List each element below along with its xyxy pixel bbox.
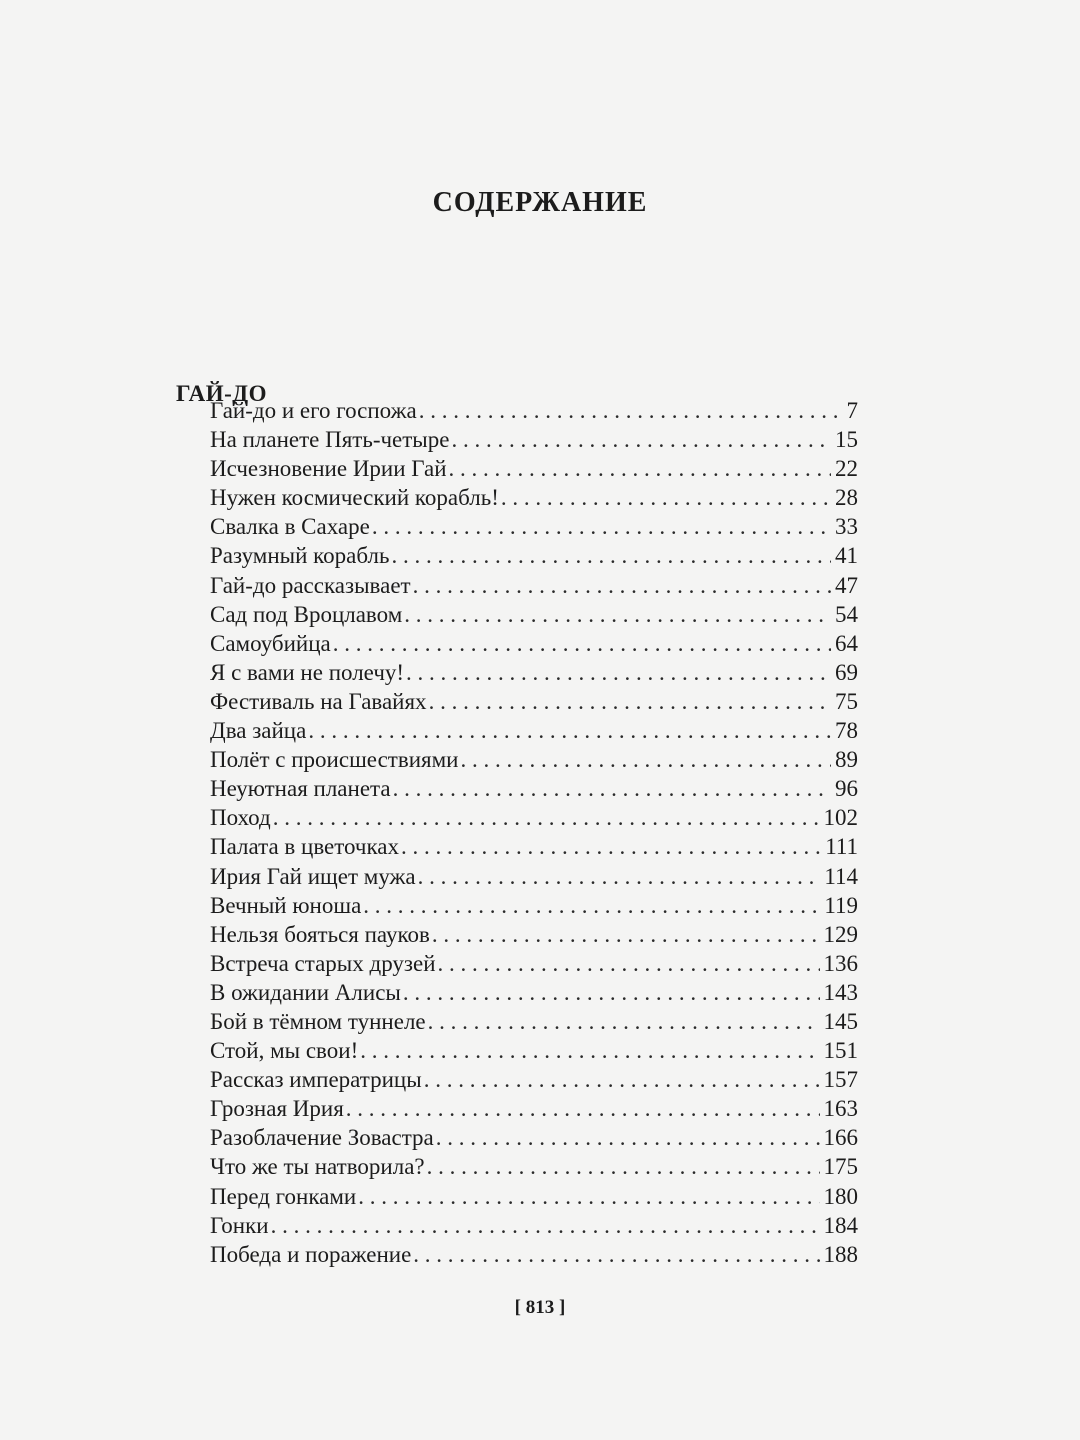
toc-entry bbox=[210, 1036, 858, 1065]
toc-entry-page: 75 bbox=[835, 688, 858, 714]
dot-leader bbox=[401, 832, 821, 861]
toc-entry-title: Грозная Ирия bbox=[210, 1096, 344, 1122]
toc-entry-page: 54 bbox=[835, 601, 858, 627]
toc-entry-title: Перед гонками bbox=[210, 1183, 357, 1209]
dot-leader bbox=[372, 512, 831, 541]
toc-entry bbox=[210, 600, 858, 629]
toc-entry-title: Рассказ императрицы bbox=[210, 1067, 422, 1093]
dot-leader bbox=[308, 716, 831, 745]
dot-leader bbox=[429, 687, 831, 716]
toc-entry-title: Полёт с происшествиями bbox=[210, 747, 459, 773]
toc-entry bbox=[210, 745, 858, 774]
toc-entry-title: Поход bbox=[210, 805, 271, 831]
toc-entry-title: Что же ты натворила? bbox=[210, 1154, 425, 1180]
toc-entry-page: 47 bbox=[835, 572, 858, 598]
toc-entry-title: В ожидании Алисы bbox=[210, 979, 401, 1005]
dot-leader bbox=[392, 541, 832, 570]
toc-entry-title: Разумный корабль bbox=[210, 543, 390, 569]
dot-leader bbox=[413, 1240, 819, 1269]
toc-entry-page: 33 bbox=[835, 514, 858, 540]
dot-leader bbox=[363, 891, 820, 920]
dot-leader bbox=[403, 978, 820, 1007]
toc-entry bbox=[210, 658, 858, 687]
toc-entry bbox=[210, 454, 858, 483]
toc-entry bbox=[210, 687, 858, 716]
toc-entry-page: 114 bbox=[824, 863, 858, 889]
dot-leader bbox=[271, 1211, 820, 1240]
toc-entry-page: 7 bbox=[846, 398, 858, 423]
table-of-contents bbox=[210, 396, 858, 1269]
toc-entry-title: Неуютная планета bbox=[210, 776, 391, 802]
toc-entry-page: 163 bbox=[823, 1096, 858, 1122]
toc-entry-page: 96 bbox=[835, 776, 858, 802]
toc-entry bbox=[210, 1182, 858, 1211]
toc-entry bbox=[210, 396, 858, 425]
dot-leader bbox=[346, 1094, 820, 1123]
dot-leader bbox=[418, 862, 821, 891]
toc-entry bbox=[210, 425, 858, 454]
toc-entry-title: Я с вами не полечу! bbox=[210, 659, 405, 685]
toc-entry bbox=[210, 1007, 858, 1036]
toc-entry-title: Победа и поражение bbox=[210, 1241, 412, 1267]
toc-entry-page: 89 bbox=[835, 747, 858, 773]
dot-leader bbox=[428, 1007, 820, 1036]
toc-entry bbox=[210, 1240, 858, 1269]
toc-entry-title: Два зайца bbox=[210, 718, 307, 744]
toc-entry-page: 151 bbox=[823, 1038, 858, 1064]
toc-entry-title: Гонки bbox=[210, 1212, 269, 1238]
toc-entry bbox=[210, 571, 858, 600]
toc-entry bbox=[210, 1094, 858, 1123]
toc-entry bbox=[210, 949, 858, 978]
toc-entry bbox=[210, 1152, 858, 1181]
toc-entry-page: 69 bbox=[835, 659, 858, 685]
dot-leader bbox=[501, 483, 831, 512]
toc-entry-page: 143 bbox=[823, 979, 858, 1005]
toc-entry-title: Нельзя бояться пауков bbox=[210, 921, 430, 947]
toc-entry-page: 111 bbox=[825, 834, 858, 860]
dot-leader bbox=[432, 920, 820, 949]
dot-leader bbox=[360, 1036, 819, 1065]
toc-entry-title: Бой в тёмном туннеле bbox=[210, 1008, 426, 1034]
toc-entry bbox=[210, 891, 858, 920]
toc-entry-title: Ирия Гай ищет мужа bbox=[210, 863, 416, 889]
toc-entry bbox=[210, 774, 858, 803]
page-number: [ 813 ] bbox=[514, 1297, 566, 1318]
dot-leader bbox=[449, 454, 831, 483]
dot-leader bbox=[460, 745, 831, 774]
toc-entry bbox=[210, 541, 858, 570]
dot-leader bbox=[273, 803, 820, 832]
toc-entry bbox=[210, 629, 858, 658]
toc-entry-page: 129 bbox=[823, 921, 858, 947]
dot-leader bbox=[427, 1152, 820, 1181]
dot-leader bbox=[419, 396, 843, 425]
toc-entry bbox=[210, 512, 858, 541]
dot-leader bbox=[333, 629, 831, 658]
toc-entry-page: 166 bbox=[823, 1125, 858, 1151]
toc-entry bbox=[210, 803, 858, 832]
toc-entry bbox=[210, 1123, 858, 1152]
toc-entry-title: Свалка в Сахаре bbox=[210, 514, 370, 540]
dot-leader bbox=[358, 1182, 819, 1211]
dot-leader bbox=[404, 600, 831, 629]
dot-leader bbox=[406, 658, 831, 687]
toc-entry bbox=[210, 920, 858, 949]
toc-entry-page: 145 bbox=[823, 1008, 858, 1034]
toc-entry-title: Нужен космический корабль! bbox=[210, 485, 499, 511]
toc-entry-title: Встреча старых друзей bbox=[210, 950, 436, 976]
toc-entry-page: 157 bbox=[823, 1067, 858, 1093]
dot-leader bbox=[436, 1123, 820, 1152]
toc-entry bbox=[210, 862, 858, 891]
toc-entry bbox=[210, 483, 858, 512]
toc-entry-page: 28 bbox=[835, 485, 858, 511]
toc-entry-title: Палата в цветочках bbox=[210, 834, 400, 860]
toc-entry-page: 41 bbox=[835, 543, 858, 569]
toc-entry-page: 175 bbox=[823, 1154, 858, 1180]
toc-entry-title: Фестиваль на Гавайях bbox=[210, 688, 427, 714]
toc-entry-page: 22 bbox=[835, 456, 858, 482]
dot-leader bbox=[413, 571, 831, 600]
toc-entry-title: Исчезновение Ирии Гай bbox=[210, 456, 447, 482]
toc-entry-page: 136 bbox=[823, 950, 858, 976]
toc-entry-page: 180 bbox=[823, 1183, 858, 1209]
toc-entry-page: 119 bbox=[824, 892, 858, 918]
toc-entry bbox=[210, 716, 858, 745]
toc-entry bbox=[210, 832, 858, 861]
dot-leader bbox=[393, 774, 831, 803]
toc-entry-title: На планете Пять-четыре bbox=[210, 427, 450, 453]
dot-leader bbox=[451, 425, 831, 454]
section-title: ГАЙ-ДО bbox=[176, 381, 268, 407]
toc-entry-page: 184 bbox=[823, 1212, 858, 1238]
toc-entry-page: 188 bbox=[823, 1241, 858, 1267]
toc-entry-page: 15 bbox=[835, 427, 858, 453]
toc-entry-title: Вечный юноша bbox=[210, 892, 362, 918]
toc-entry-title: Самоубийца bbox=[210, 630, 331, 656]
toc-entry bbox=[210, 978, 858, 1007]
toc-entry-title: Сад под Вроцлавом bbox=[210, 601, 403, 627]
toc-entry-page: 78 bbox=[835, 718, 858, 744]
toc-entry bbox=[210, 1211, 858, 1240]
toc-entry-page: 102 bbox=[823, 805, 858, 831]
dot-leader bbox=[438, 949, 820, 978]
toc-entry bbox=[210, 1065, 858, 1094]
dot-leader bbox=[424, 1065, 820, 1094]
page-title: СОДЕРЖАНИЕ bbox=[432, 186, 648, 218]
toc-entry-title: Разоблачение Зовастра bbox=[210, 1125, 434, 1151]
toc-entry-title: Стой, мы свои! bbox=[210, 1038, 359, 1064]
toc-entry-page: 64 bbox=[835, 630, 858, 656]
toc-entry-title: Гай-до рассказывает bbox=[210, 572, 411, 598]
toc-entry-title: Гай-до и его госпожа bbox=[210, 398, 417, 423]
